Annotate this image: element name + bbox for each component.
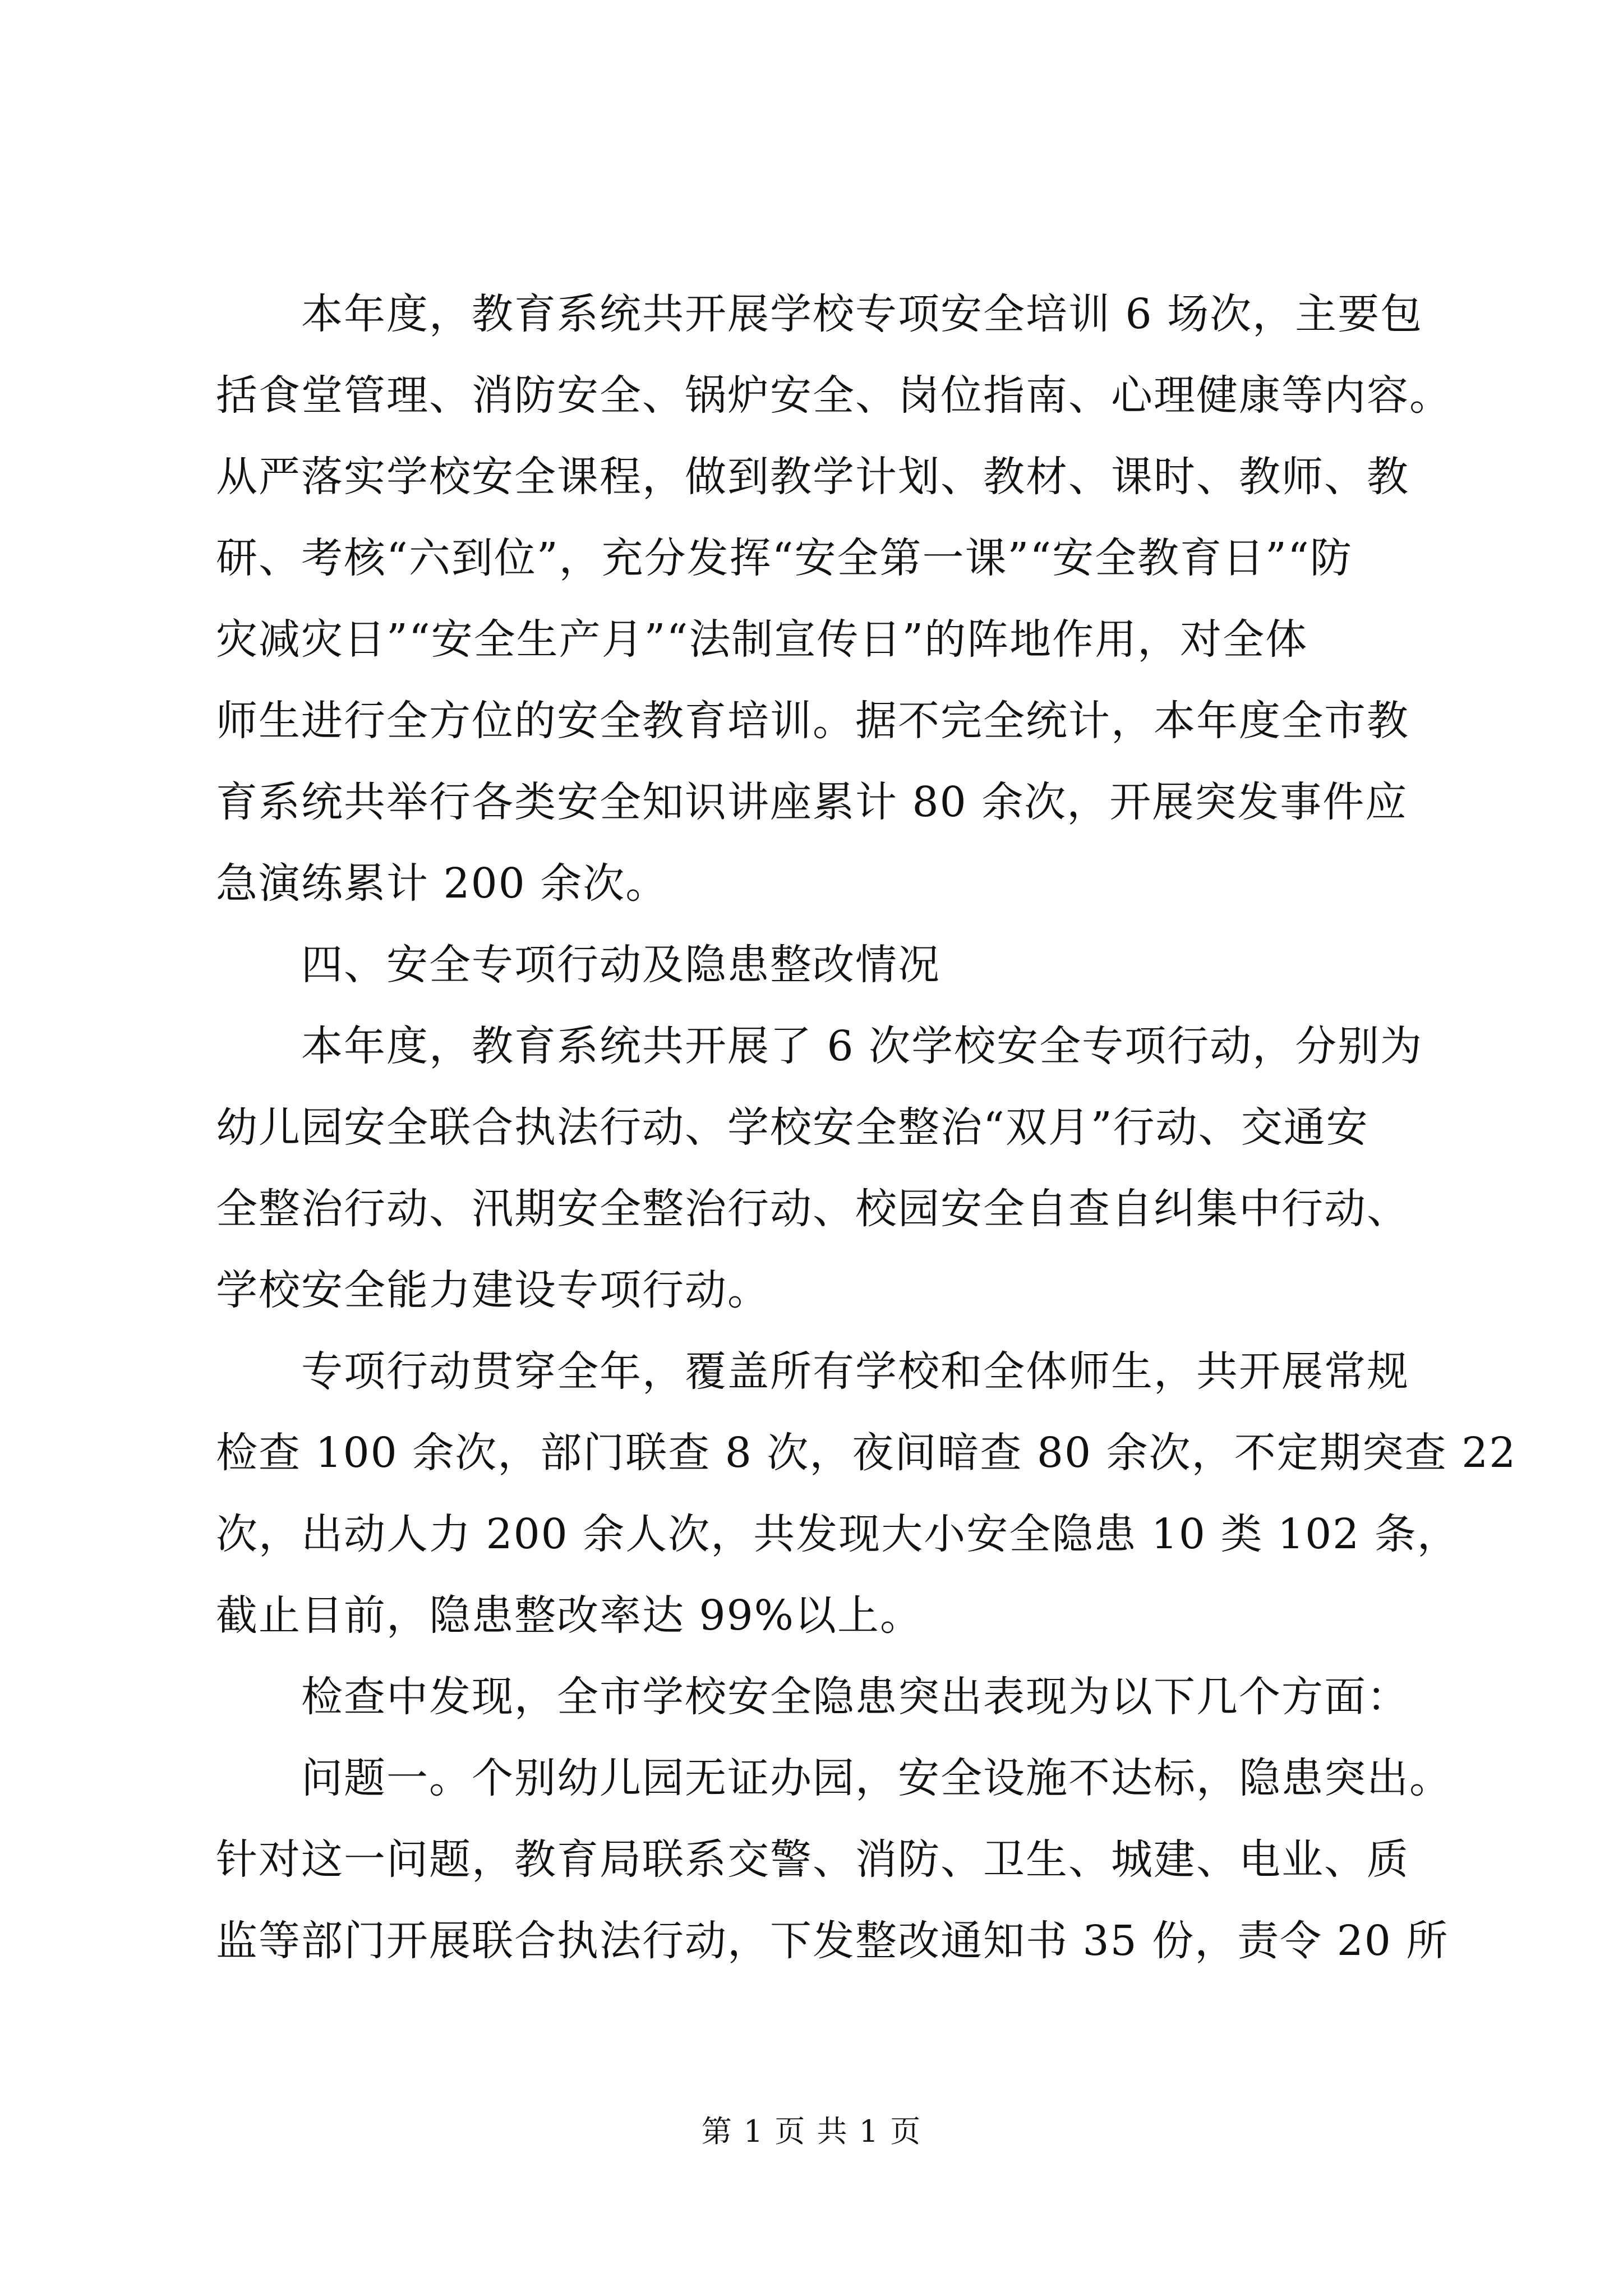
- body-line: 本年度，教育系统共开展了 6 次学校安全专项行动，分别为: [216, 1022, 1423, 1070]
- body-line: 本年度，教育系统共开展学校专项安全培训 6 场次，主要包: [216, 290, 1423, 338]
- body-line: 师生进行全方位的安全教育培训。据不完全统计，本年度全市教: [216, 697, 1409, 745]
- body-line: 研、考核“六到位”，充分发挥“安全第一课”“安全教育日”“防: [216, 534, 1353, 582]
- page-footer: 第 1 页 共 1 页: [701, 2114, 922, 2149]
- body-line: 问题一。个别幼儿园无证办园，安全设施不达标，隐患突出。: [216, 1754, 1452, 1802]
- body-line: 括食堂管理、消防安全、锅炉安全、岗位指南、心理健康等内容。: [216, 371, 1452, 420]
- body-line: 检查中发现，全市学校安全隐患突出表现为以下几个方面：: [216, 1673, 1409, 1721]
- body-line: 监等部门开展联合执法行动，下发整改通知书 35 份，责令 20 所: [216, 1917, 1449, 1965]
- body-line: 幼儿园安全联合执法行动、学校安全整治“双月”行动、交通安: [216, 1103, 1369, 1152]
- body-line: 急演练累计 200 余次。: [216, 859, 668, 908]
- body-line: 检查 100 余次，部门联查 8 次，夜间暗查 80 余次，不定期突查 22: [216, 1429, 1517, 1477]
- body-line: 次，出动人力 200 余人次，共发现大小安全隐患 10 类 102 条，: [216, 1510, 1460, 1558]
- body-line: 专项行动贯穿全年，覆盖所有学校和全体师生，共开展常规: [216, 1347, 1409, 1396]
- body-line: 全整治行动、汛期安全整治行动、校园安全自查自纠集中行动、: [216, 1185, 1409, 1233]
- body-line: 针对这一问题，教育局联系交警、消防、卫生、城建、电业、质: [216, 1835, 1409, 1884]
- body-line: 从严落实学校安全课程，做到教学计划、教材、课时、教师、教: [216, 453, 1409, 501]
- body-line: 截止目前，隐患整改率达 99%以上。: [216, 1591, 923, 1640]
- body-line: 育系统共举行各类安全知识讲座累计 80 余次，开展突发事件应: [216, 778, 1408, 826]
- body-line: 灾减灾日”“安全生产月”“法制宣传日”的阵地作用，对全体: [216, 615, 1308, 664]
- body-line: 学校安全能力建设专项行动。: [216, 1266, 770, 1314]
- section-heading: 四、安全专项行动及隐患整改情况: [216, 941, 940, 989]
